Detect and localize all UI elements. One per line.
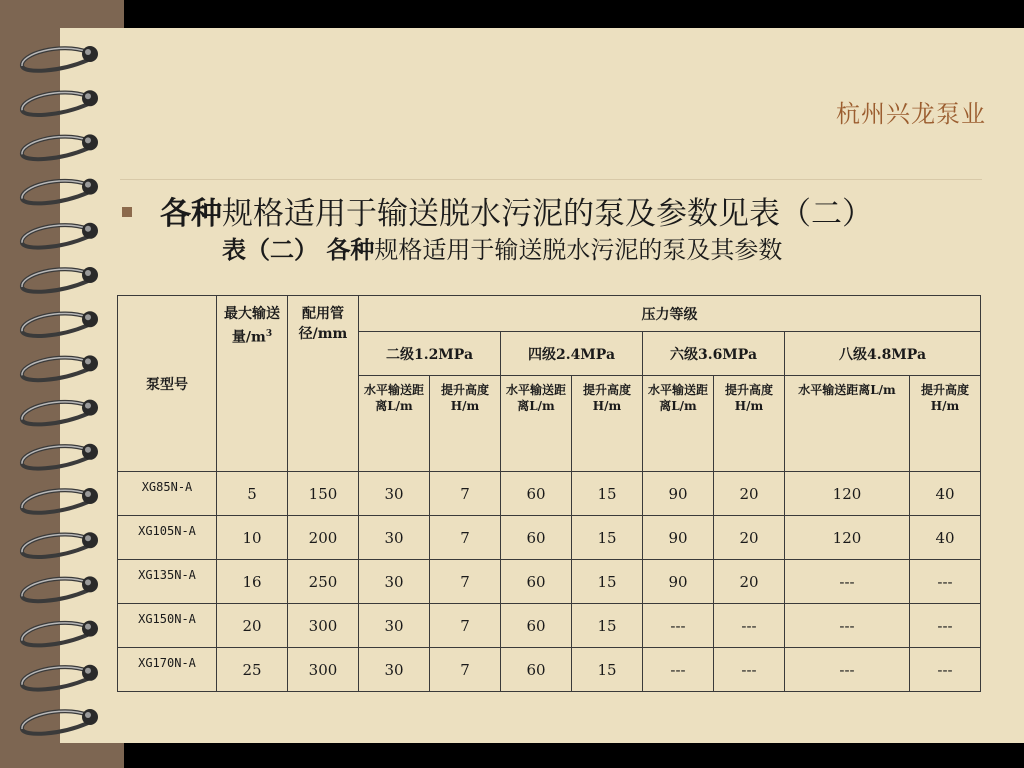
- table-cell: 30: [359, 604, 430, 648]
- table-cell: 40: [910, 472, 981, 516]
- header-distance: 水平输送距离L/m: [501, 376, 572, 472]
- table-cell: ---: [643, 604, 714, 648]
- table-cell: 30: [359, 472, 430, 516]
- table-cell: ---: [910, 560, 981, 604]
- table-cell: 15: [572, 648, 643, 692]
- table-cell: 40: [910, 516, 981, 560]
- table-cell: 15: [572, 604, 643, 648]
- table-cell: 300: [288, 604, 359, 648]
- table-cell: 15: [572, 560, 643, 604]
- table-cell: 5: [217, 472, 288, 516]
- table-cell: 250: [288, 560, 359, 604]
- table-cell: 15: [572, 516, 643, 560]
- table-cell: ---: [910, 604, 981, 648]
- header-distance: 水平输送距离L/m: [359, 376, 430, 472]
- header-pipe-diameter: 配用管径/mm: [288, 296, 359, 472]
- table-cell: 120: [785, 516, 910, 560]
- spiral-binding: [0, 0, 110, 768]
- table-cell: 30: [359, 516, 430, 560]
- table-cell: ---: [643, 648, 714, 692]
- cell-model: XG170N-A: [118, 648, 217, 692]
- binding-ring-icon: [22, 90, 98, 115]
- binding-ring-icon: [22, 621, 98, 646]
- table-row: [118, 604, 981, 648]
- table-cell: ---: [714, 604, 785, 648]
- table-cell: ---: [785, 604, 910, 648]
- table-cell: 60: [501, 472, 572, 516]
- header-height: 提升高度H/m: [714, 376, 785, 472]
- binding-ring-icon: [22, 46, 98, 71]
- header-pressure-level: 压力等级: [359, 296, 981, 332]
- table-cell: 10: [217, 516, 288, 560]
- header-model: 泵型号: [118, 296, 217, 472]
- header-max-flow: 最大输送量$/m^3$: [217, 296, 288, 472]
- header-level-6: 六级3.6MPa: [643, 332, 785, 376]
- table-cell: 200: [288, 516, 359, 560]
- binding-ring-icon: [22, 576, 98, 601]
- header-height: 提升高度H/m: [910, 376, 981, 472]
- table-cell: 60: [501, 648, 572, 692]
- table-cell: 16: [217, 560, 288, 604]
- header-height: 提升高度H/m: [430, 376, 501, 472]
- table-cell: 60: [501, 516, 572, 560]
- table-cell: ---: [714, 648, 785, 692]
- cell-model: XG105N-A: [118, 516, 217, 560]
- table-cell: 60: [501, 560, 572, 604]
- binding-ring-icon: [22, 709, 98, 734]
- binding-ring-icon: [22, 179, 98, 204]
- cell-model: XG150N-A: [118, 604, 217, 648]
- header-level-2: 二级1.2MPa: [359, 332, 501, 376]
- table-cell: 90: [643, 560, 714, 604]
- table-cell: 25: [217, 648, 288, 692]
- table-row: [118, 472, 981, 516]
- binding-ring-icon: [22, 311, 98, 336]
- table-row: [118, 516, 981, 560]
- table-cell: ---: [785, 560, 910, 604]
- table-cell: 7: [430, 516, 501, 560]
- table-cell: 7: [430, 648, 501, 692]
- table-cell: 30: [359, 648, 430, 692]
- header-height: 提升高度H/m: [572, 376, 643, 472]
- table-row: [118, 648, 981, 692]
- header-distance: 水平输送距离L/m: [785, 376, 910, 472]
- table-cell: 90: [643, 516, 714, 560]
- table-cell: 20: [714, 560, 785, 604]
- table-row: [118, 560, 981, 604]
- slide-heading: 各种规格适用于输送脱水污泥的泵及参数见表（二）: [160, 196, 873, 232]
- table-cell: 90: [643, 472, 714, 516]
- table-cell: 30: [359, 560, 430, 604]
- header-divider: [120, 179, 982, 180]
- table-cell: 120: [785, 472, 910, 516]
- binding-ring-icon: [22, 134, 98, 159]
- table-cell: ---: [785, 648, 910, 692]
- binding-ring-icon: [22, 267, 98, 292]
- binding-ring-icon: [22, 444, 98, 469]
- header-level-8: 八级4.8MPa: [785, 332, 981, 376]
- header-level-4: 四级2.4MPa: [501, 332, 643, 376]
- table-cell: 150: [288, 472, 359, 516]
- cell-model: XG135N-A: [118, 560, 217, 604]
- pump-parameter-table: [117, 295, 981, 692]
- binding-ring-icon: [22, 488, 98, 513]
- binding-ring-icon: [22, 532, 98, 557]
- header-distance: 水平输送距离L/m: [643, 376, 714, 472]
- table-cell: 7: [430, 604, 501, 648]
- bullet-icon: [122, 207, 132, 217]
- binding-ring-icon: [22, 665, 98, 690]
- table-cell: 20: [217, 604, 288, 648]
- table-cell: 15: [572, 472, 643, 516]
- table-cell: 20: [714, 516, 785, 560]
- binding-ring-icon: [22, 223, 98, 248]
- table-cell: 300: [288, 648, 359, 692]
- company-name: 杭州兴龙泵业: [836, 100, 986, 128]
- binding-ring-icon: [22, 400, 98, 425]
- table-cell: 7: [430, 472, 501, 516]
- table-cell: 60: [501, 604, 572, 648]
- cell-model: XG85N-A: [118, 472, 217, 516]
- table-cell: 7: [430, 560, 501, 604]
- table-cell: 20: [714, 472, 785, 516]
- table-cell: ---: [910, 648, 981, 692]
- binding-ring-icon: [22, 355, 98, 380]
- table-caption: 表（二） 各种规格适用于输送脱水污泥的泵及其参数: [222, 236, 783, 264]
